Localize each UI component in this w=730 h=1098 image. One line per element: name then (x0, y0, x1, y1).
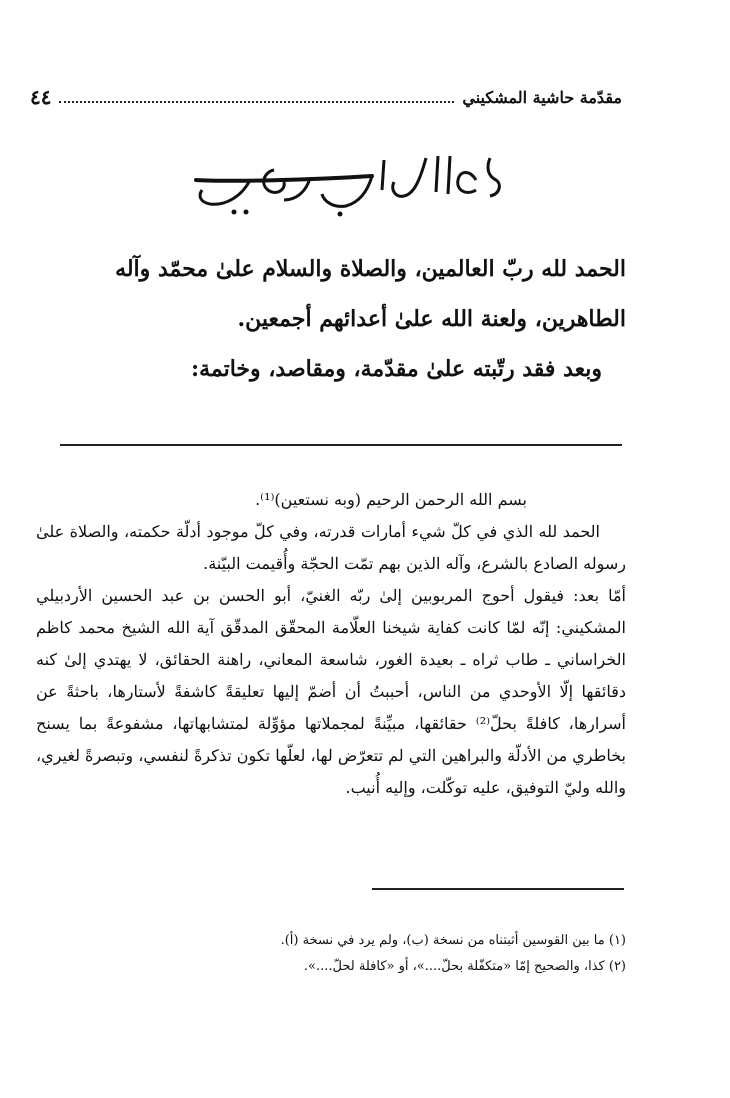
main-line-2: الطاهرين، ولعنة الله علىٰ أعدائهم أجمعين. (237, 306, 626, 332)
main-line-1: الحمد لله ربّ العالمين، والصلاة والسلام علىٰ محمّد وآله (115, 256, 626, 282)
running-title: مقدّمة حاشية المشكيني (462, 87, 622, 107)
main-commentary-divider (60, 444, 622, 446)
commentary-opening: بسم الله الرحمن الرحيم (وبه نستعين)⁽¹⁾. (255, 490, 527, 509)
main-line-3: وبعد فقد رتّبته علىٰ مقدّمة، ومقاصد، وخاتمة: (190, 356, 602, 382)
main-text (36, 246, 626, 392)
basmala-text: بسم الله الرحمن الرحيم (344, 168, 356, 169)
basmala-calligraphy (190, 150, 510, 220)
footnote-1: (١) ما بين القوسين أثبتناه من نسخة (ب)، ولم يرد في نسخة (أ). (280, 933, 626, 948)
running-header (30, 84, 622, 110)
footnote-divider (372, 888, 624, 890)
footnote-2: (٢) كذا، والصحيح إمّا «متكفّلة بحلّ....»، أو «كافلة لحلّ....». (303, 959, 626, 974)
page-number: ٤٤ (30, 85, 52, 109)
footnotes (36, 928, 626, 980)
header-dot-leader (59, 101, 454, 103)
commentary-paragraph-2: أمّا بعد: فيقول أحوج المربوبين إلىٰ ربّه الغنيّ، أبو الحسن بن عبد الحسين الأردبيلي المشكيني: إنّه لمّا كانت كفاية شيخنا العلّامة المحقّق المدقّق آية الله الشيخ محمد كاظم الخراساني ـ طاب ثراه ـ بعيدة الغور، شاسعة المعاني، راهنة الحقائق، لا يهتدي إلىٰ كنه دقائقها إلّا الأوحدي من الناس، أحببتُ أن أضمّ إليها تعليقةً كاشفةً لأستارها، باحثةً عن أسرارها، كافلةً بحلّ⁽²⁾ حقائقها، مبيِّنةً لمجملاتها مؤوِّلة لمتشابهاتها، مشفوعةً بما يسنح بخاطري من الأدلّة والبراهين التي لم تتعرّض لها، لعلّها تكون تذكرةً لنفسي، وتبصرةً لغيري، والله وليّ التوفيق، عليه توكّلت، وإليه أُنيب. (36, 586, 627, 797)
commentary-text (36, 484, 626, 804)
commentary-paragraph-1: الحمد لله الذي في كلّ شيء أمارات قدرته، وفي كلّ موجود أدلّة حكمته، والصلاة علىٰ رسوله الصادع بالشرع، وآله الذين بهم تمّت الحجّة وأُقيمت البيّنة. (36, 522, 626, 573)
